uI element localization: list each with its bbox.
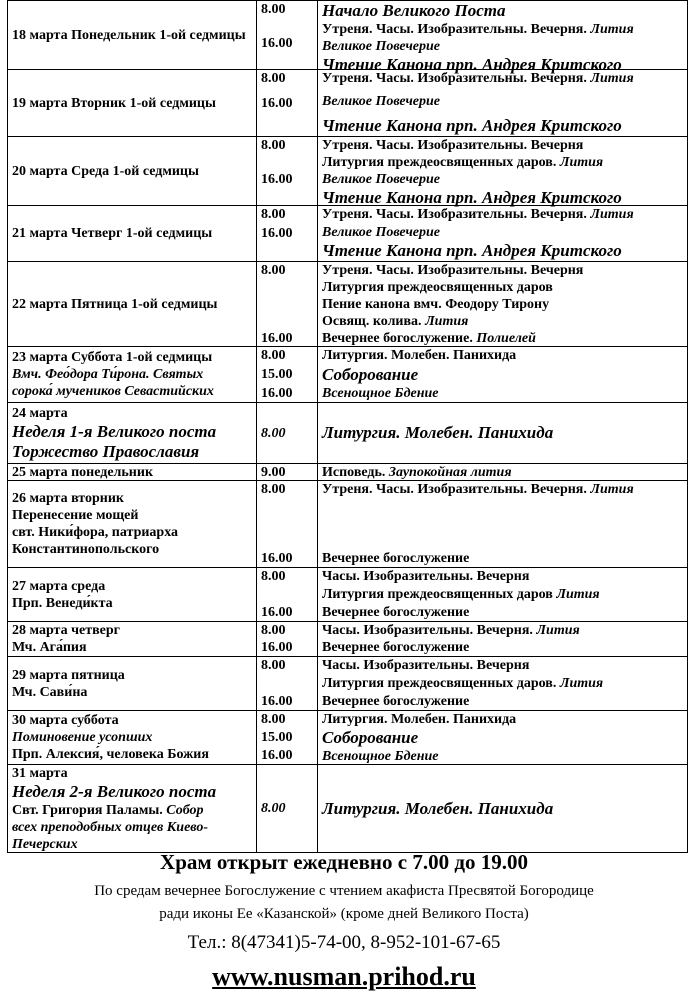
date-line	[12, 729, 252, 746]
date-line: 29 марта пятница	[12, 667, 125, 683]
schedule-row	[8, 765, 688, 853]
service-line-text: Утреня. Часы. Изобразительны. Вечерня	[322, 263, 584, 278]
service-line-italic-text: Лития	[425, 314, 469, 329]
date-cell	[8, 347, 257, 403]
service-time: 8.00	[261, 623, 286, 638]
service-line-text: Литургия преждеосвященных даров	[322, 280, 553, 295]
service-time: 8.00	[261, 348, 286, 363]
time-cell	[257, 347, 318, 403]
service-time: 8.00	[261, 425, 286, 441]
service-time: 8.00	[261, 712, 286, 727]
date-line: Прп. Алексия́, человека Божия	[12, 747, 209, 762]
service-line	[322, 481, 683, 498]
time-cell	[257, 206, 318, 262]
service-time: 16.00	[261, 172, 293, 187]
time-cell	[257, 403, 318, 464]
schedule-row	[8, 347, 688, 403]
date-line	[12, 802, 252, 819]
schedule-row	[8, 206, 688, 262]
service-line	[322, 657, 683, 674]
service-time	[261, 675, 313, 692]
date-line: 30 марта суббота	[12, 713, 119, 728]
service-line-text: Литургия. Молебен. Панихида	[322, 348, 517, 363]
date-line: Мч. Сави́на	[12, 684, 88, 700]
service-line	[322, 675, 683, 692]
service-line	[322, 464, 683, 481]
services-cell	[318, 711, 688, 765]
time-cell	[257, 657, 318, 711]
service-line	[322, 1, 683, 21]
services-cell	[318, 622, 688, 657]
service-line-italic-text: Лития	[590, 207, 634, 222]
date-line: 24 марта	[12, 405, 68, 421]
date-line: 21 марта Четверг 1-ой седмицы	[12, 226, 213, 241]
schedule-row	[8, 481, 688, 568]
service-line-text: Начало Великого Поста	[322, 1, 506, 20]
wednesday-note-line1: По средам вечернее Богослужение с чтением акафиста Пресвятой Богородице	[94, 883, 594, 899]
service-line-text: Всенощное Бдение	[322, 749, 439, 764]
services-cell	[318, 568, 688, 622]
date-cell	[8, 481, 257, 568]
service-line-text: Чтение Канона прп. Андрея Критского	[322, 116, 622, 135]
service-time: 16.00	[261, 95, 293, 111]
service-line-text: Часы. Изобразительны. Вечерня	[322, 658, 530, 673]
service-line	[322, 728, 683, 748]
services-cell	[318, 464, 688, 481]
service-time: 16.00	[261, 226, 293, 241]
service-line-text: Часы. Изобразительны. Вечерня	[322, 569, 530, 584]
date-line: 22 марта Пятница 1-ой седмицы	[12, 296, 218, 312]
services-cell	[318, 347, 688, 403]
service-time: 8.00	[261, 207, 286, 222]
date-line-italic-text: Собор	[166, 802, 204, 818]
schedule-row	[8, 464, 688, 481]
service-time: 8.00	[261, 658, 286, 673]
service-line-text: Великое Повечерие	[322, 172, 441, 187]
service-line-text: Всенощное Бдение	[322, 386, 439, 401]
service-line-text: Великое Повечерие	[322, 224, 441, 240]
schedule-row	[8, 622, 688, 657]
service-time	[261, 119, 313, 136]
time-cell	[257, 70, 318, 137]
service-line-text: Чтение Канона прп. Андрея Критского	[322, 241, 622, 260]
date-line: 19 марта Вторник 1-ой седмицы	[12, 95, 216, 111]
services-cell	[318, 262, 688, 347]
service-time: 8.00	[261, 2, 286, 17]
service-time: 16.00	[261, 551, 293, 566]
date-cell	[8, 403, 257, 464]
date-line: Прп. Венеди́кта	[12, 595, 113, 611]
service-line-text: Вечернее богослужение.	[322, 331, 477, 346]
date-line	[12, 383, 252, 400]
service-line	[322, 799, 683, 819]
date-line-text: Свт. Григория Паламы.	[12, 802, 167, 818]
service-line-italic-text: Лития	[590, 482, 634, 497]
service-line-text: Великое Повечерие	[322, 94, 441, 109]
schedule-row	[8, 403, 688, 464]
service-line	[322, 21, 683, 38]
service-line-text: Утреня. Часы. Изобразительны. Вечерня.	[322, 482, 591, 497]
service-line-text: Вечернее богослужение	[322, 640, 470, 655]
time-cell	[257, 568, 318, 622]
schedule-row	[8, 568, 688, 622]
service-line	[322, 639, 683, 656]
date-cell	[8, 568, 257, 622]
service-time	[261, 18, 313, 35]
service-line	[322, 206, 683, 223]
time-cell	[257, 711, 318, 765]
service-line	[322, 224, 683, 241]
service-line	[322, 748, 683, 765]
services-cell	[318, 137, 688, 206]
date-line: 31 марта	[12, 765, 68, 781]
service-time: 8.00	[261, 263, 286, 278]
time-cell	[257, 464, 318, 481]
schedule-table	[7, 0, 688, 853]
service-line-text: Вечернее богослужение	[322, 605, 470, 620]
service-time: 15.00	[261, 367, 293, 382]
date-line-text: Поминовение усопших	[12, 730, 153, 745]
date-line-text: Неделя 2-я Великого поста	[12, 781, 217, 801]
date-cell	[8, 206, 257, 262]
service-line	[322, 279, 683, 296]
date-line	[12, 442, 252, 462]
service-time	[261, 154, 313, 171]
services-cell	[318, 1, 688, 74]
service-line-italic-text: Лития	[590, 71, 634, 86]
services-cell	[318, 657, 688, 711]
date-line: Перенесение мощей	[12, 508, 139, 523]
date-cell	[8, 137, 257, 206]
open-hours: Храм открыт ежедневно с 7.00 до 19.00	[160, 850, 528, 874]
service-line	[322, 313, 683, 330]
time-cell	[257, 622, 318, 657]
service-line-text: Пение канона вмч. Феодору Тирону	[322, 297, 550, 312]
service-line-italic-text: Заупокойная лития	[388, 465, 512, 480]
date-line-text: сорока́ мучеников Севастийских	[12, 384, 214, 399]
date-line-text: Печерских	[12, 836, 78, 852]
service-line-italic-text: Лития	[590, 22, 634, 37]
service-line	[322, 586, 683, 603]
service-line	[322, 423, 683, 443]
date-line	[12, 366, 252, 383]
service-line	[322, 330, 683, 347]
date-line-text: всех преподобных отцев Киево-	[12, 819, 209, 835]
service-time	[261, 188, 313, 205]
service-line-text: Литургия. Молебен. Панихида	[322, 798, 554, 818]
service-line	[322, 116, 683, 136]
service-line-text: Чтение Канона прп. Андрея Критского	[322, 55, 622, 74]
service-time: 16.00	[261, 36, 293, 51]
date-line	[12, 782, 252, 802]
service-time: 16.00	[261, 386, 293, 401]
service-line-text: Соборование	[322, 364, 419, 384]
service-line-text: Утреня. Часы. Изобразительны. Вечерня.	[322, 22, 591, 37]
service-line	[322, 262, 683, 279]
service-line	[322, 171, 683, 188]
service-time	[261, 313, 313, 330]
date-line: 23 марта Суббота 1-ой седмицы	[12, 350, 213, 365]
service-line	[322, 385, 683, 402]
time-cell	[257, 765, 318, 853]
service-time	[261, 296, 313, 313]
service-line	[322, 568, 683, 585]
date-line: 27 марта среда	[12, 578, 106, 594]
date-line	[12, 422, 252, 442]
services-cell	[318, 765, 688, 853]
date-line	[12, 819, 252, 836]
date-cell	[8, 262, 257, 347]
service-line-italic-text: Полиелей	[476, 331, 536, 346]
date-line: 26 марта вторник	[12, 491, 124, 506]
service-line-italic-text: Лития	[559, 155, 604, 170]
service-line-italic-text: Лития	[536, 623, 580, 638]
service-line-text: Утреня. Часы. Изобразительны. Вечерня.	[322, 71, 591, 86]
date-cell	[8, 657, 257, 711]
service-time: 16.00	[261, 605, 293, 620]
date-cell	[8, 70, 257, 137]
service-time	[261, 279, 313, 296]
time-cell	[257, 262, 318, 347]
service-line	[322, 188, 683, 208]
date-line: Мч. Ага́пия	[12, 640, 87, 655]
service-line-text: Литургия. Молебен. Панихида	[322, 712, 517, 727]
time-cell	[257, 481, 318, 568]
time-cell	[257, 137, 318, 206]
service-line-text: Вечернее богослужение	[322, 551, 470, 566]
service-line	[322, 38, 683, 55]
service-time: 8.00	[261, 138, 286, 153]
service-line	[322, 296, 683, 313]
service-line	[322, 693, 683, 710]
service-line-text: Исповедь.	[322, 465, 389, 480]
service-line-text: Литургия преждеосвященных даров.	[322, 155, 560, 170]
service-line-text: Чтение Канона прп. Андрея Критского	[322, 188, 622, 207]
date-cell	[8, 1, 257, 70]
service-line-text: Соборование	[322, 728, 419, 747]
service-line	[322, 711, 683, 728]
service-line	[322, 604, 683, 621]
website-link[interactable]: www.nusman.prihod.ru	[212, 962, 476, 991]
service-line-text: Великое Повечерие	[322, 39, 441, 54]
service-line-text: Освящ. колива.	[322, 314, 426, 329]
service-time: 8.00	[261, 482, 286, 497]
date-line: 28 марта четверг	[12, 623, 120, 638]
schedule-row	[8, 262, 688, 347]
services-cell	[318, 403, 688, 464]
service-time: 16.00	[261, 331, 293, 346]
schedule-row	[8, 1, 688, 70]
service-time: 8.00	[261, 801, 286, 816]
schedule-row	[8, 70, 688, 137]
date-line: 18 марта Понедельник 1-ой седмицы	[12, 27, 246, 43]
service-line	[322, 70, 683, 87]
date-line-text: Вмч. Фео́дора Ти́рона. Святых	[12, 367, 204, 382]
service-line	[322, 154, 683, 171]
schedule-row	[8, 711, 688, 765]
date-line-text: Торжество Православия	[12, 441, 200, 461]
service-time: 16.00	[261, 748, 293, 763]
service-line	[322, 137, 683, 154]
services-cell	[318, 70, 688, 137]
service-time	[261, 52, 313, 69]
service-line-text: Вечернее богослужение	[322, 694, 470, 709]
service-time: 8.00	[261, 71, 286, 86]
service-time	[261, 586, 313, 603]
wednesday-note-line2: ради иконы Ее «Казанской» (кроме дней Великого Поста)	[159, 906, 529, 922]
date-line: свт. Ники́фора, патриарха	[12, 525, 179, 540]
schedule-row	[8, 657, 688, 711]
schedule-body	[8, 1, 688, 853]
service-line-text: Литургия. Молебен. Панихида	[322, 423, 554, 442]
service-line	[322, 365, 683, 385]
date-line: Константинопольского	[12, 542, 160, 557]
service-time: 16.00	[261, 640, 293, 655]
date-cell	[8, 622, 257, 657]
service-time	[261, 244, 313, 261]
service-line-text: Утреня. Часы. Изобразительны. Вечерня.	[322, 207, 591, 222]
date-cell	[8, 765, 257, 853]
service-time: 9.00	[261, 465, 286, 480]
date-line: 20 марта Среда 1-ой седмицы	[12, 163, 199, 179]
date-cell	[8, 711, 257, 765]
services-cell	[318, 206, 688, 262]
service-line	[322, 241, 683, 261]
service-line	[322, 347, 683, 364]
service-line-text: Литургия преждеосвященных даров.	[322, 676, 560, 691]
service-time: 16.00	[261, 694, 293, 709]
service-line-italic-text: Лития	[556, 587, 600, 602]
service-time: 15.00	[261, 730, 293, 745]
time-cell	[257, 1, 318, 70]
schedule-row	[8, 137, 688, 206]
service-time: 8.00	[261, 569, 286, 584]
phone-numbers: Тел.: 8(47341)5-74-00, 8-952-101-67-65	[187, 932, 501, 953]
service-line-text: Литургия преждеосвященных даров	[322, 587, 557, 602]
service-line-text: Часы. Изобразительны. Вечерня.	[322, 623, 537, 638]
service-line	[322, 93, 683, 110]
date-cell	[8, 464, 257, 481]
date-line: 25 марта понедельник	[12, 464, 154, 480]
services-cell	[318, 481, 688, 568]
service-line	[322, 550, 683, 567]
service-line-italic-text: Лития	[559, 676, 604, 691]
service-line-text: Утреня. Часы. Изобразительны. Вечерня	[322, 138, 584, 153]
service-line	[322, 622, 683, 639]
date-line-text: Неделя 1-я Великого поста	[12, 421, 217, 441]
